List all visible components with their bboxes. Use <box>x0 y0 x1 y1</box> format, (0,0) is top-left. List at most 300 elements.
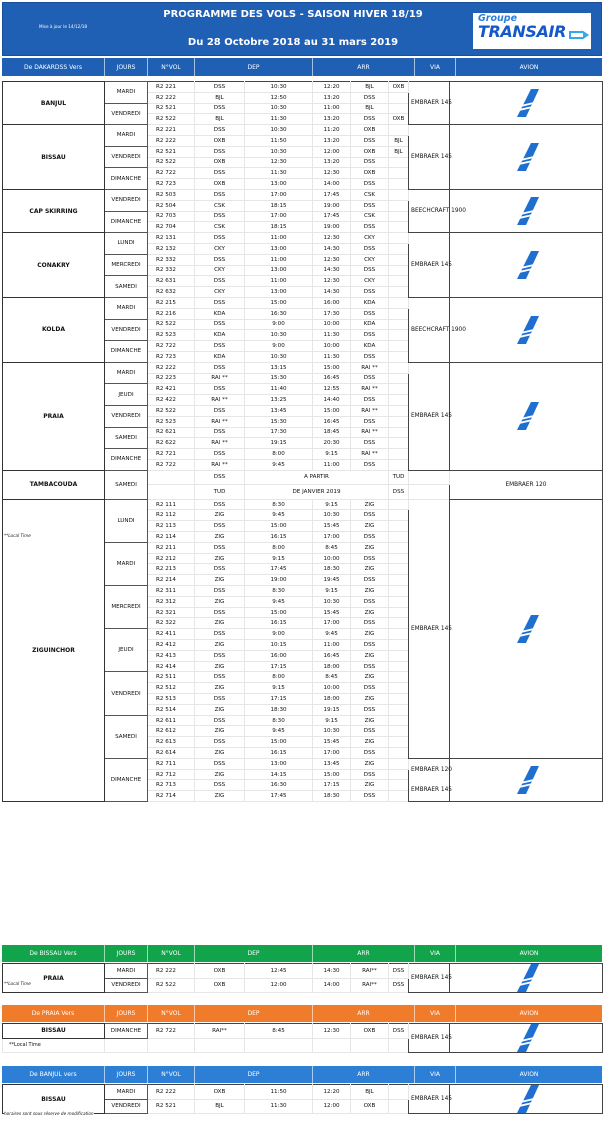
schedule-table <box>2 1023 603 1053</box>
via-code: OXB <box>389 114 409 125</box>
via-code <box>389 438 409 449</box>
departure-time: 13:45 <box>245 405 313 416</box>
day-label: JEUDI <box>105 629 148 672</box>
destination-label: BANJUL <box>3 82 105 125</box>
flight-row <box>3 125 603 136</box>
page-title: PROGRAMME DES VOLS - SAISON HIVER 18/19 <box>163 9 423 20</box>
flight-number: R2 521 <box>148 103 195 114</box>
departure-time: 8:00 <box>245 542 313 553</box>
destination-code: ZIG <box>351 715 389 726</box>
origin-code: RAI ** <box>195 373 245 384</box>
via-code <box>389 189 409 200</box>
section-title: De BANJUL vers <box>29 1071 77 1078</box>
day-label: LUNDI <box>105 233 148 255</box>
departure-time: 9:15 <box>245 683 313 694</box>
local-time-note: **Local Time <box>4 981 31 986</box>
empty-cell <box>245 1038 313 1053</box>
arrival-time: 14:30 <box>313 243 351 254</box>
aircraft-logo <box>450 1085 603 1114</box>
tail-logo-icon <box>513 964 539 992</box>
flight-number: R2 503 <box>148 189 195 200</box>
departure-time: 17:45 <box>245 564 313 575</box>
via-code <box>409 470 450 485</box>
arrival-time: 13:45 <box>313 758 351 769</box>
origin-code: ZIG <box>195 510 245 521</box>
arrival-time: 17:00 <box>313 748 351 759</box>
day-label: VENDREDI <box>105 978 148 993</box>
origin-code: DSS <box>195 427 245 438</box>
arrival-time: 16:45 <box>313 650 351 661</box>
destination-label: PRAIA <box>3 362 105 470</box>
destination-label: CAP SKIRRING <box>3 189 105 232</box>
departure-time: 17:00 <box>245 189 313 200</box>
departure-time: 11:50 <box>245 1085 313 1100</box>
column-header-arr: ARR <box>312 1066 414 1083</box>
availability-note: DE JANVIER 2019 <box>245 485 389 500</box>
via-code <box>389 449 409 460</box>
origin-code: ZIG <box>195 704 245 715</box>
destination-code: DSS <box>351 704 389 715</box>
arrival-time: 10:00 <box>313 341 351 352</box>
aircraft-logo <box>450 125 603 190</box>
flight-number: R2 223 <box>148 373 195 384</box>
departure-time: 10:30 <box>245 146 313 157</box>
logo-group-text: Groupe <box>478 13 518 24</box>
flight-number: R2 114 <box>148 532 195 543</box>
origin-code: DSS <box>195 341 245 352</box>
column-header-avion: AVION <box>455 1005 602 1022</box>
column-header-via: VIA <box>414 58 455 76</box>
destination-code: DSS <box>351 438 389 449</box>
flight-number: R2 613 <box>148 737 195 748</box>
origin-code: DSS <box>195 362 245 373</box>
flight-number: R2 611 <box>148 715 195 726</box>
departure-time: 9:00 <box>245 629 313 640</box>
day-label: VENDREDI <box>105 103 148 125</box>
column-header-avion: AVION <box>455 945 602 962</box>
flight-number: R2 222 <box>148 1085 195 1100</box>
departure-time: 10:30 <box>245 351 313 362</box>
column-header-vol: N°VOL <box>147 58 194 76</box>
departure-time: 16:15 <box>245 618 313 629</box>
destination-label: BISSAU <box>3 1024 105 1039</box>
schedule-table <box>2 963 603 993</box>
via-code <box>389 564 409 575</box>
destination-code: DSS <box>351 222 389 233</box>
arrival-time: 17:15 <box>313 780 351 791</box>
destination-code: OXB <box>351 125 389 136</box>
departure-time: 13:15 <box>245 362 313 373</box>
flight-number: R2 621 <box>148 427 195 438</box>
day-label: MARDI <box>105 82 148 104</box>
origin-code: RAI ** <box>195 459 245 470</box>
arrival-time: 11:30 <box>313 330 351 341</box>
flight-row <box>3 362 603 373</box>
origin-code: DSS <box>195 254 245 265</box>
destination-label: PRAIA <box>3 964 105 993</box>
flight-number <box>148 485 195 500</box>
origin-code: DSS <box>195 564 245 575</box>
via-code <box>389 125 409 136</box>
destination-code: DSS <box>351 373 389 384</box>
arrival-time: 20:30 <box>313 438 351 449</box>
arrival-time: 13:20 <box>313 92 351 103</box>
via-code <box>389 737 409 748</box>
aircraft-type: EMBRAER 145 <box>409 362 450 470</box>
departure-time: 18:30 <box>245 704 313 715</box>
destination-code: ZIG <box>351 672 389 683</box>
destination-code: OXB <box>351 146 389 157</box>
flight-row <box>3 297 603 308</box>
arrival-time: 15:00 <box>313 362 351 373</box>
destination-code: DSS <box>351 748 389 759</box>
aircraft-type: EMBRAER 145 <box>409 1024 450 1053</box>
flight-number: R2 723 <box>148 351 195 362</box>
arrival-time: 16:45 <box>313 416 351 427</box>
departure-time: 12:45 <box>245 964 313 979</box>
via-code <box>389 319 409 330</box>
departure-time: 10:30 <box>245 125 313 136</box>
departure-time: 15:00 <box>245 737 313 748</box>
destination-code: DSS <box>351 179 389 190</box>
destination-code: ZIG <box>351 758 389 769</box>
departure-time: 16:15 <box>245 748 313 759</box>
column-header-jours: JOURS <box>104 1066 147 1083</box>
via-code <box>389 351 409 362</box>
flight-number: R2 632 <box>148 287 195 298</box>
departure-time: 10:30 <box>245 82 313 93</box>
day-label: DIMANCHE <box>105 449 148 471</box>
departure-time: 10:15 <box>245 640 313 651</box>
flight-row <box>3 499 603 510</box>
destination-code: DSS <box>351 265 389 276</box>
flight-number: R2 723 <box>148 179 195 190</box>
destination-label: ZIGUINCHOR <box>3 499 105 801</box>
via-code <box>389 222 409 233</box>
departure-time: 9:45 <box>245 510 313 521</box>
via-code <box>389 200 409 211</box>
tail-logo-icon <box>513 1024 539 1052</box>
arrival-time: 19:00 <box>313 200 351 211</box>
flight-number: R2 703 <box>148 211 195 222</box>
destination-code: DSS <box>351 683 389 694</box>
flight-number: R2 722 <box>148 1024 195 1039</box>
destination-code: DSS <box>351 618 389 629</box>
arrival-time: 18:00 <box>313 694 351 705</box>
departure-time: 8:30 <box>245 499 313 510</box>
departure-time: 15:30 <box>245 373 313 384</box>
via-code: BJL <box>389 135 409 146</box>
via-code <box>389 748 409 759</box>
destination-code: ZIG <box>351 586 389 597</box>
destination-code: RAI** <box>351 978 389 993</box>
origin-code: DSS <box>195 384 245 395</box>
via-code <box>389 758 409 769</box>
destination-label: KOLDA <box>3 297 105 362</box>
aircraft-type: EMBRAER 145 <box>409 233 450 298</box>
arrival-time: 17:45 <box>313 189 351 200</box>
arrival-time: 12:30 <box>313 1024 351 1039</box>
day-label: SAMEDI <box>105 470 148 499</box>
destination-code: DSS <box>351 114 389 125</box>
destination-label: CONAKRY <box>3 233 105 298</box>
column-header-jours: JOURS <box>104 945 147 962</box>
local-time-note: **Local Time <box>3 1038 105 1053</box>
origin-code: DSS <box>195 629 245 640</box>
aircraft-type: EMBRAER 145 <box>409 964 450 993</box>
origin-code: OXB <box>195 179 245 190</box>
column-header-arr: ARR <box>312 1005 414 1022</box>
aircraft-type: BEECHCRAFT 1900 <box>409 297 450 362</box>
destination-code: DSS <box>351 532 389 543</box>
origin-code: DSS <box>195 715 245 726</box>
origin-code: ZIG <box>195 575 245 586</box>
day-label: VENDREDI <box>105 146 148 168</box>
section-header <box>2 1005 602 1022</box>
via-code <box>389 499 409 510</box>
departure-time: 15:30 <box>245 416 313 427</box>
arrival-time: 9:45 <box>313 629 351 640</box>
via-code <box>389 308 409 319</box>
arrival-time: 12:00 <box>313 146 351 157</box>
via-code <box>389 405 409 416</box>
day-label: DIMANCHE <box>105 341 148 363</box>
origin-code: RAI ** <box>195 416 245 427</box>
origin-code: CKY <box>195 287 245 298</box>
destination-code: OXB <box>351 1099 389 1114</box>
arrival-time: 10:00 <box>313 683 351 694</box>
destination-code: ZIG <box>351 607 389 618</box>
via-code <box>389 575 409 586</box>
flight-number: R2 614 <box>148 748 195 759</box>
section-title: De PRAIA Vers <box>31 1010 75 1017</box>
arrival-time: 17:00 <box>313 532 351 543</box>
arrival-time: 12:30 <box>313 168 351 179</box>
via-code <box>389 510 409 521</box>
origin-code: ZIG <box>195 596 245 607</box>
via-code: DSS <box>389 964 409 979</box>
arrival-time: 17:30 <box>313 308 351 319</box>
day-label: DIMANCHE <box>105 168 148 190</box>
origin-code: DSS <box>195 189 245 200</box>
origin-code: DSS <box>195 758 245 769</box>
flight-number: R2 421 <box>148 384 195 395</box>
arrival-time: 9:15 <box>313 586 351 597</box>
aircraft-type: EMBRAER 145 <box>409 1085 450 1114</box>
flight-row <box>3 233 603 244</box>
departure-time: 16:15 <box>245 532 313 543</box>
tail-logo-icon <box>513 251 539 279</box>
arrival-time: 11:00 <box>313 103 351 114</box>
origin-code: DSS <box>195 405 245 416</box>
arrival-time: 15:45 <box>313 737 351 748</box>
origin-code: KDA <box>195 330 245 341</box>
via-code <box>389 330 409 341</box>
column-header-via: VIA <box>414 945 455 962</box>
via-code <box>389 384 409 395</box>
departure-time: 18:15 <box>245 222 313 233</box>
origin-code: ZIG <box>195 661 245 672</box>
origin-code: DSS <box>195 103 245 114</box>
departure-time: 11:00 <box>245 233 313 244</box>
destination-code: CKY <box>351 233 389 244</box>
departure-time: 12:00 <box>245 978 313 993</box>
tail-logo-icon <box>513 615 539 643</box>
destination-code: DSS <box>351 510 389 521</box>
origin-code: DSS <box>195 737 245 748</box>
flight-number: R2 321 <box>148 607 195 618</box>
destination-code: KDA <box>351 341 389 352</box>
flight-number: R2 414 <box>148 661 195 672</box>
aircraft-type-a: EMBRAER 120 <box>411 766 452 773</box>
arrival-time: 12:20 <box>313 1085 351 1100</box>
departure-time: 16:30 <box>245 308 313 319</box>
destination-code: DSS <box>351 661 389 672</box>
destination-code: ZIG <box>351 499 389 510</box>
transair-logo <box>473 13 591 49</box>
flight-number: R2 612 <box>148 726 195 737</box>
column-header-dep: DEP <box>194 1066 312 1083</box>
via-code <box>389 683 409 694</box>
arrival-time: 12:20 <box>313 82 351 93</box>
flight-number: R2 522 <box>148 157 195 168</box>
section-header <box>2 58 602 76</box>
flight-number: R2 112 <box>148 510 195 521</box>
destination-code: DSS <box>351 330 389 341</box>
flight-number: R2 631 <box>148 276 195 287</box>
destination-code: OXB <box>351 1024 389 1039</box>
origin-code: RAI ** <box>195 438 245 449</box>
column-header-dep: DEP <box>194 1005 312 1022</box>
destination-code: CKY <box>351 254 389 265</box>
section-title: De BISSAU Vers <box>29 950 77 957</box>
flight-number: R2 131 <box>148 233 195 244</box>
via-code <box>389 459 409 470</box>
via-code <box>389 650 409 661</box>
arrival-time: 10:30 <box>313 596 351 607</box>
tail-logo-icon <box>513 1085 539 1113</box>
day-label: VENDREDI <box>105 405 148 427</box>
flight-number: R2 722 <box>148 459 195 470</box>
destination-code: DSS <box>351 726 389 737</box>
arrival-time: 14:30 <box>313 287 351 298</box>
departure-time: 8:00 <box>245 672 313 683</box>
origin-code: BJL <box>195 1099 245 1114</box>
destination-code: RAI ** <box>351 384 389 395</box>
flight-number: R2 712 <box>148 769 195 780</box>
origin-code: ZIG <box>195 532 245 543</box>
arrival-time: 8:45 <box>313 542 351 553</box>
arrival-time: 18:30 <box>313 791 351 802</box>
arrival-time: 12:30 <box>313 276 351 287</box>
destination-code: DSS <box>351 135 389 146</box>
via-code <box>389 791 409 802</box>
origin-code: DSS <box>195 449 245 460</box>
departure-time: 13:00 <box>245 179 313 190</box>
aircraft-logo <box>450 499 603 758</box>
arrival-time: 14:30 <box>313 964 351 979</box>
tail-logo-icon <box>513 143 539 171</box>
destination-code: DSS <box>351 640 389 651</box>
column-header-dep: DEP <box>194 945 312 962</box>
day-label: MARDI <box>105 125 148 147</box>
origin-code: ZIG <box>195 748 245 759</box>
departure-time: 8:30 <box>245 586 313 597</box>
arrival-time: 18:00 <box>313 661 351 672</box>
section-header <box>2 945 602 962</box>
flight-number: R2 214 <box>148 575 195 586</box>
arrival-time: 18:45 <box>313 427 351 438</box>
departure-time: 13:00 <box>245 758 313 769</box>
departure-time: 13:00 <box>245 287 313 298</box>
origin-code: TUD <box>195 485 245 500</box>
origin-code: DSS <box>195 168 245 179</box>
tail-logo-icon <box>513 402 539 430</box>
destination-code: KDA <box>351 319 389 330</box>
via-code <box>389 254 409 265</box>
destination-code: DSS <box>351 395 389 406</box>
flight-number: R2 111 <box>148 499 195 510</box>
via-code <box>389 211 409 222</box>
day-label: SAMEDI <box>105 715 148 758</box>
destination-code: ZIG <box>351 521 389 532</box>
column-header-vol: N°VOL <box>147 1066 194 1083</box>
flight-number: R2 312 <box>148 596 195 607</box>
aircraft-type: EMBRAER 145 <box>409 125 450 190</box>
flight-number: R2 522 <box>148 114 195 125</box>
destination-code: BJL <box>351 82 389 93</box>
origin-code: OXB <box>195 157 245 168</box>
day-label: JEUDI <box>105 384 148 406</box>
departure-time: 8:30 <box>245 715 313 726</box>
arrival-time: 16:45 <box>313 373 351 384</box>
origin-code: DSS <box>195 672 245 683</box>
arrival-time: 17:00 <box>313 618 351 629</box>
destination-code: CSK <box>351 211 389 222</box>
via-code: OXB <box>389 82 409 93</box>
destination-code: DSS <box>351 308 389 319</box>
aircraft-logo <box>450 233 603 298</box>
arrival-time: 17:45 <box>313 211 351 222</box>
destination-code: DSS <box>351 243 389 254</box>
flight-number: R2 713 <box>148 780 195 791</box>
via-code <box>389 704 409 715</box>
departure-time: 18:15 <box>245 200 313 211</box>
departure-time: 17:00 <box>245 211 313 222</box>
destination-code: DSS <box>351 92 389 103</box>
origin-code: DSS <box>195 125 245 136</box>
day-label: DIMANCHE <box>105 1024 148 1039</box>
arrival-time: 11:00 <box>313 640 351 651</box>
arrival-time: 8:45 <box>313 672 351 683</box>
day-label: VENDREDI <box>105 1099 148 1114</box>
via-code <box>389 553 409 564</box>
destination-code: BJL <box>351 103 389 114</box>
flight-number: R2 523 <box>148 416 195 427</box>
arrival-time: 12:55 <box>313 384 351 395</box>
flight-number: R2 221 <box>148 82 195 93</box>
via-code <box>389 416 409 427</box>
flight-number: R2 512 <box>148 683 195 694</box>
via-code <box>389 672 409 683</box>
disclaimer-note: horaires sont sous réserve de modification <box>4 1111 94 1116</box>
origin-code: CSK <box>195 222 245 233</box>
section-title: De DAKARDSS Vers <box>23 63 82 71</box>
arrival-time: 15:00 <box>313 769 351 780</box>
flight-row <box>3 964 603 979</box>
origin-code: CKY <box>195 243 245 254</box>
arrival-time: 10:30 <box>313 510 351 521</box>
